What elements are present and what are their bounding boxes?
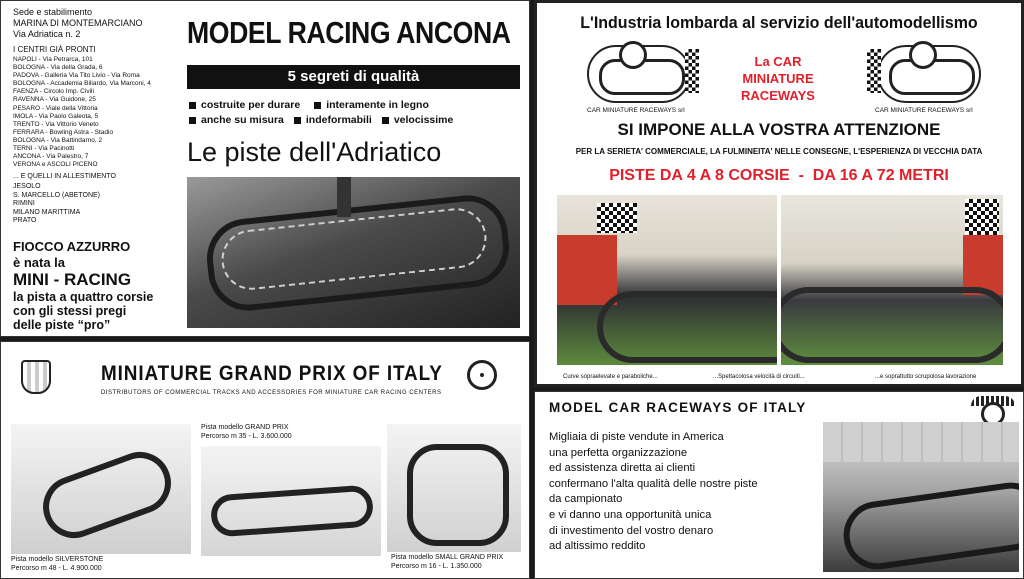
crest-logo-icon — [21, 360, 51, 394]
bullet-square-icon — [314, 102, 321, 109]
raceway-photo-left — [557, 195, 777, 365]
fiocco-heading: FIOCCO AZZURRO — [13, 239, 131, 254]
checkered-flag-icon — [965, 199, 999, 235]
miniracing-desc-3: delle piste “pro” — [13, 318, 111, 332]
body-line: e vi danno una opportunità unica — [549, 508, 712, 521]
hq-label: Sede e stabilimento — [13, 7, 93, 17]
ready-item: IMOLA - Via Paolo Galeota, 5 — [13, 112, 99, 120]
model-info: Percorso m 16 - L. 1.350.000 — [391, 563, 482, 570]
ready-item: ANCONA - Via Palestro, 7 — [13, 153, 89, 161]
miniracing-desc-1: la pista a quattro corsie — [13, 290, 154, 304]
ready-item: PESARO - Viale della Vittoria — [13, 104, 98, 112]
setup-item: RIMINI — [13, 200, 35, 208]
track-logo-right — [877, 45, 981, 103]
body-line: di investimento del vostro denaro — [549, 524, 714, 537]
quality-point: interamente in legno — [326, 99, 429, 111]
ready-item: TRENTO - Via Vittorio Veneto — [13, 120, 99, 128]
headline: SI IMPONE ALLA VOSTRA ATTENZIONE — [617, 120, 941, 139]
subline: PER LA SERIETA' COMMERCIALE, LA FULMINEITA' NELLE CONSEGNE, L'ESPERIENZA DI VECCHIA DATA — [575, 147, 983, 156]
setup-item: JESOLO — [13, 183, 41, 190]
brand-line: RACEWAYS — [741, 88, 815, 103]
photo-caption-2: ...Spettacolosa velocità di circuiti... — [713, 374, 805, 380]
ready-item: BOLOGNA - Accademia Biliardo, Via Marconi, 4 — [13, 80, 151, 88]
body-line: ed assistenza diretta ai clienti — [549, 462, 696, 475]
bullet-square-icon — [189, 102, 196, 109]
setup-item: MILANO MARITTIMA — [13, 208, 81, 216]
ad-car-miniature-raceways — [534, 0, 1024, 387]
ad-title: MODEL CAR RACEWAYS OF ITALY — [549, 400, 807, 415]
brand-line: La CAR — [754, 54, 802, 69]
ready-heading: I CENTRI GIÀ PRONTI — [13, 45, 96, 54]
body-line: ad altissimo reddito — [549, 540, 646, 553]
industry-header: L'Industria lombarda al servizio dell'automodellismo — [580, 13, 978, 32]
model-name: Pista modello SILVERSTONE — [11, 556, 104, 563]
ready-item: BOLOGNA - Via della Grada, 6 — [13, 64, 103, 72]
quality-point: anche su misura — [201, 114, 284, 126]
tracks-range: PISTE DA 4 A 8 CORSIE - DA 16 A 72 METRI — [609, 167, 949, 184]
ad-title: MINIATURE GRAND PRIX OF ITALY — [101, 362, 443, 385]
ad-model-racing-ancona — [0, 0, 530, 337]
ad-miniature-grand-prix — [0, 341, 530, 579]
ready-item: FAENZA - Circolo Imp. Civili — [13, 88, 94, 96]
quality-points — [189, 98, 453, 128]
brand-name — [713, 53, 843, 104]
hq-place: MARINA DI MONTEMARCIANO — [13, 18, 143, 28]
brand-line: MINIATURE — [742, 71, 814, 86]
ready-item: FERRARA - Bowling Astra - Stadio — [13, 128, 114, 136]
raceway-photo — [187, 177, 520, 328]
logo-caption-right: CAR MINIATURE RACEWAYS srl — [875, 107, 973, 114]
track-model-grand-prix — [201, 446, 381, 556]
model-name: Pista modello GRAND PRIX — [201, 424, 289, 431]
photo-caption-1: Curve sopraelevate e paraboliche... — [563, 374, 658, 380]
steering-wheel-icon — [467, 360, 497, 390]
miniracing-desc-2: con gli stessi pregi — [13, 304, 127, 318]
slogan: Le piste dell'Adriatico — [187, 137, 442, 167]
photo-caption-3: ...e soprattutto scrupolosa lavorazione — [875, 374, 977, 380]
quality-banner-text: 5 segreti di qualità — [287, 68, 420, 85]
ad-model-car-raceways — [534, 391, 1024, 579]
wheel-icon — [619, 41, 647, 69]
model-name: Pista modello SMALL GRAND PRIX — [391, 554, 504, 561]
setup-item: PRATO — [13, 217, 37, 225]
nata-text: è nata la — [13, 255, 66, 270]
ready-item: VERONA e ASCOLI PICENO — [13, 161, 98, 169]
body-line: da campionato — [549, 493, 623, 506]
body-line: Migliaia di piste vendute in America — [549, 431, 724, 443]
bullet-square-icon — [382, 117, 389, 124]
ready-item: BOLOGNA - Via Battindarno, 2 — [13, 136, 103, 144]
quality-point: indeformabili — [305, 114, 372, 126]
bullet-square-icon — [189, 117, 196, 124]
miniracing-title: MINI - RACING — [13, 270, 132, 289]
setup-heading: ... E QUELLI IN ALLESTIMENTO — [13, 173, 116, 180]
model-info: Percorso m 35 - L. 3.600.000 — [201, 433, 292, 440]
ready-item: NAPOLI - Via Petrarca, 101 — [13, 56, 93, 63]
quality-banner — [187, 65, 520, 89]
ready-item: RAVENNA - Via Guidone, 25 — [13, 96, 96, 104]
raceway-photo-right — [781, 195, 1003, 365]
quality-point: costruite per durare — [201, 99, 301, 111]
logo-caption-left: CAR MINIATURE RACEWAYS srl — [587, 107, 685, 114]
body-line: confermano l'alta qualità delle nostre piste — [549, 477, 758, 490]
body-line: una perfetta organizzazione — [549, 446, 688, 459]
setup-list — [13, 183, 100, 226]
raceway-hall-photo — [823, 422, 1019, 572]
ad-title: MODEL RACING ANCONA — [187, 15, 511, 50]
setup-item: S. MARCELLO (ABETONE) — [13, 191, 101, 199]
model-info: Percorso m 48 - L. 4.900.000 — [11, 565, 102, 572]
ad-subtitle: DISTRIBUTORS OF COMMERCIAL TRACKS AND ACCESSORIES FOR MINIATURE CAR RACING CENTERS — [101, 390, 442, 396]
checkered-flag-icon — [597, 203, 637, 233]
track-model-small-grand-prix — [387, 424, 521, 552]
bullet-square-icon — [294, 117, 301, 124]
ready-item: TERNI - Via Pacinotti — [13, 145, 75, 153]
hq-street: Via Adriatica n. 2 — [13, 29, 81, 39]
ready-item: PADOVA - Galleria Via Tito Livio - Via Roma — [13, 72, 140, 80]
track-model-silverstone — [11, 424, 191, 554]
ready-list — [13, 56, 151, 169]
track-logo-left — [587, 45, 691, 103]
checkered-flag-icon — [685, 49, 699, 93]
quality-point: velocissime — [393, 114, 454, 126]
wheel-icon — [909, 41, 937, 69]
body-text — [549, 430, 758, 555]
checkered-flag-icon — [867, 49, 881, 93]
